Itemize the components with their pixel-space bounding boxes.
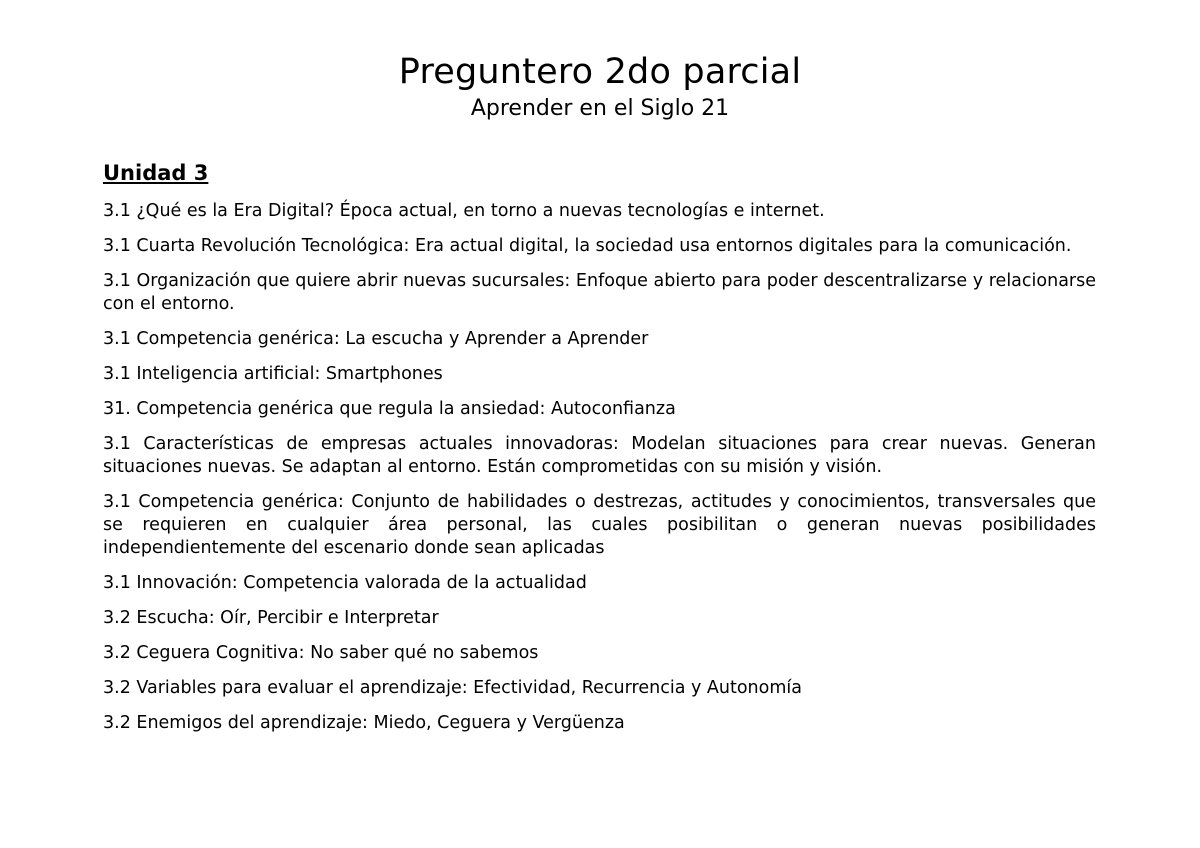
question-item: 31. Competencia genérica que regula la ansiedad: Autoconfianza [103,399,676,419]
document-title: Preguntero 2do parcial [398,52,802,92]
question-item: 3.1 Inteligencia artificial: Smartphones [103,364,443,384]
question-item: 3.2 Enemigos del aprendizaje: Miedo, Ceguera y Vergüenza [103,713,625,733]
document-subtitle: Aprender en el Siglo 21 [470,96,730,121]
question-item: 3.1 ¿Qué es la Era Digital? Época actual, en torno a nuevas tecnologías e internet. [103,201,825,221]
question-list [103,200,1096,747]
question-item: 3.1 Organización que quiere abrir nuevas sucursales: Enfoque abierto para poder descentralizarse y relacionarse con el entorno. [103,271,1096,314]
question-item: 3.2 Ceguera Cognitiva: No saber qué no sabemos [103,643,539,663]
question-item: 3.1 Competencia genérica: La escucha y Aprender a Aprender [103,329,649,349]
question-item: 3.1 Cuarta Revolución Tecnológica: Era actual digital, la sociedad usa entornos digitales para la comunicación. [103,236,1072,256]
question-item: 3.2 Escucha: Oír, Percibir e Interpretar [103,608,439,628]
unit-heading: Unidad 3 [103,161,209,185]
question-item: 3.1 Innovación: Competencia valorada de la actualidad [103,573,587,593]
question-item: 3.1 Características de empresas actuales innovadoras: Modelan situaciones para crear nuevas. Generan situaciones nuevas. Se adaptan al entorno. Están comprometidas con su misión y visión. [103,434,1096,477]
question-item: 3.2 Variables para evaluar el aprendizaje: Efectividad, Recurrencia y Autonomía [103,678,802,698]
question-item: 3.1 Competencia genérica: Conjunto de habilidades o destrezas, actitudes y conocimientos, transversales que se requieren en cualquier área personal, las cuales posibilitan o generan nuevas posibilidades independientemente del escenario donde sean aplicadas [103,492,1096,558]
